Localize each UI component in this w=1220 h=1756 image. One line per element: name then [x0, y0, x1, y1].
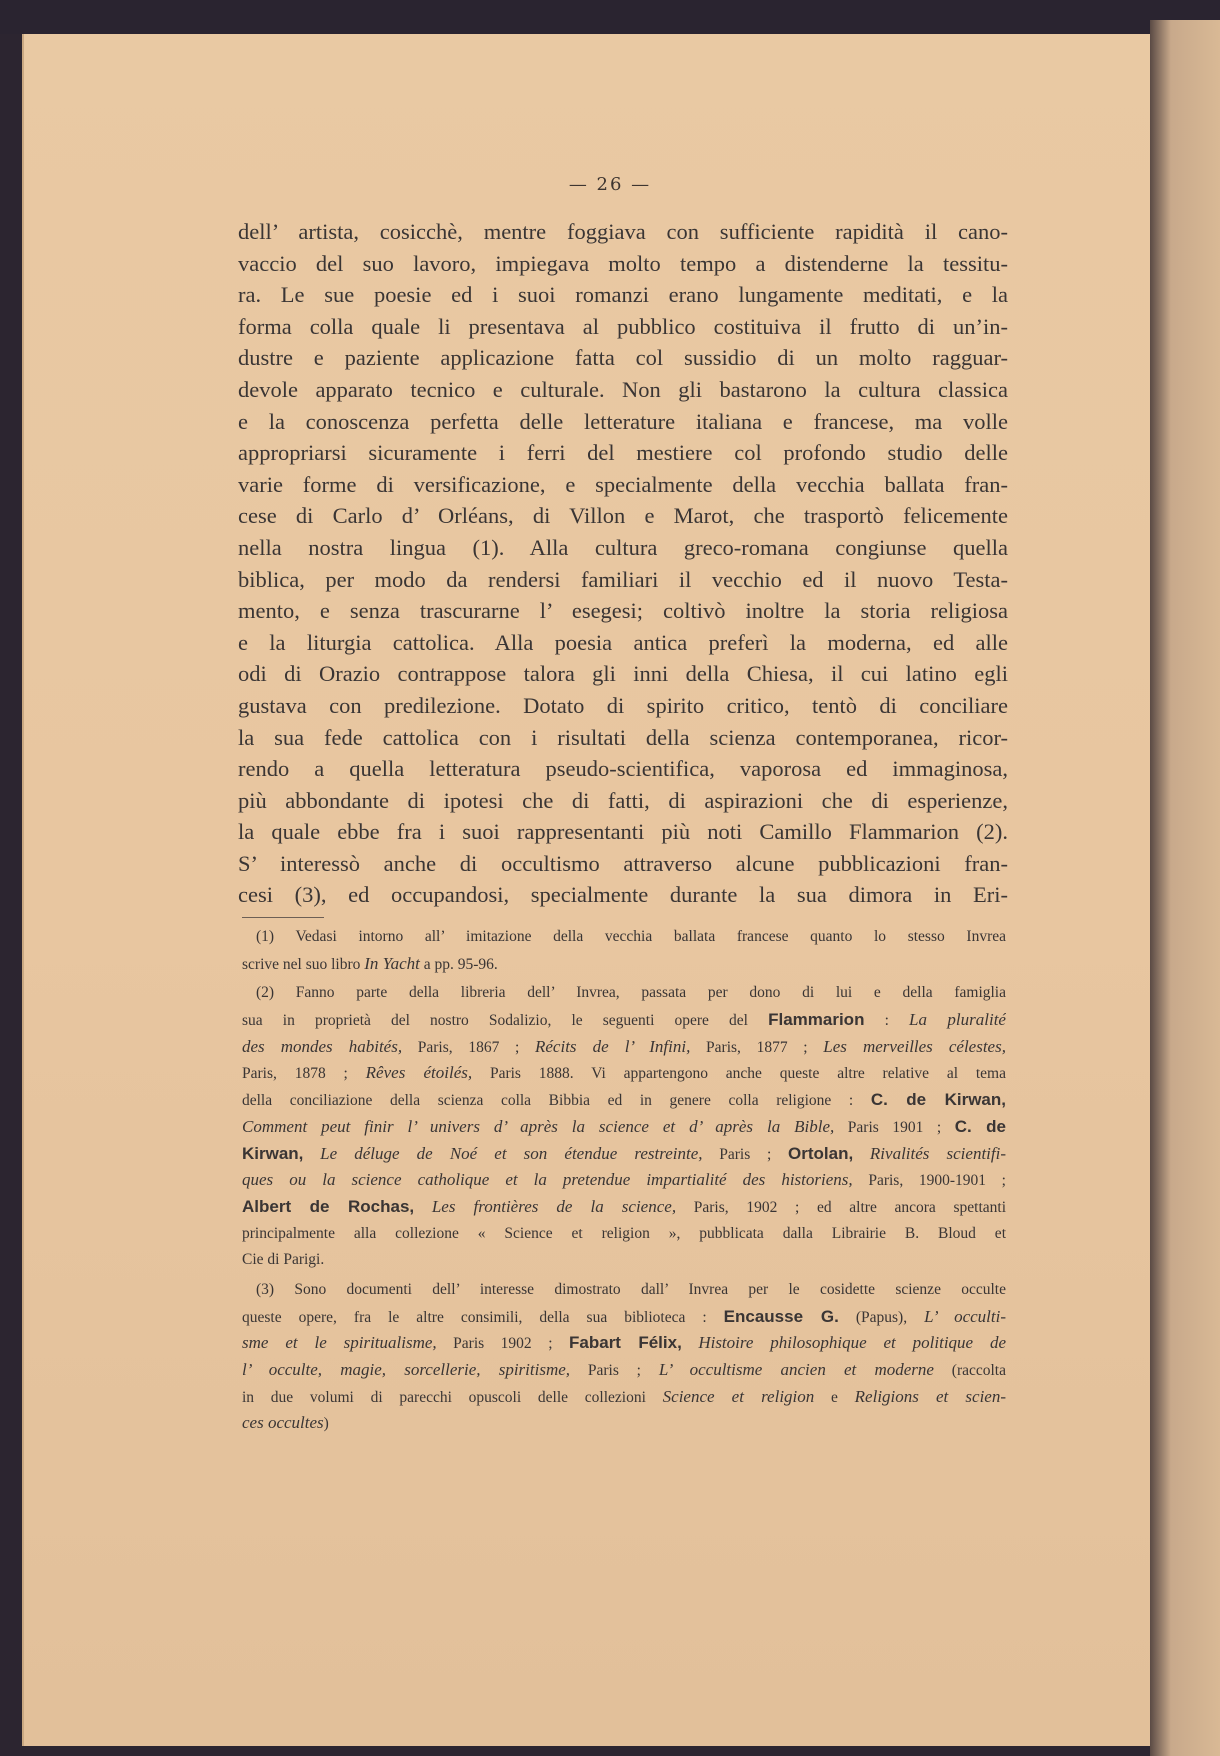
footnote-line	[242, 1114, 1006, 1141]
footnote-text: (3) Sono documenti dell’ interesse dimostrato dall’ Invrea per le cosidette scienze occulte	[256, 1280, 1006, 1298]
body-line: forma colla quale li presentava al pubblico costituiva il frutto di un’in-	[238, 313, 1008, 339]
footnote-text	[682, 1335, 699, 1352]
book-title: Récits de l’ Infini,	[535, 1036, 691, 1056]
author-name: Encausse G.	[723, 1306, 839, 1326]
footnote-1	[242, 924, 1006, 977]
footnote-text: Paris 1902 ;	[436, 1335, 570, 1353]
body-line: nella nostra lingua (1). Alla cultura greco-romana congiunse quella	[238, 534, 1008, 560]
body-line: S’ interessò anche di occultismo attraverso alcune pubblicazioni fran-	[238, 850, 1008, 876]
body-line: biblica, per modo da rendersi familiari il vecchio ed il nuovo Testa-	[238, 566, 1008, 592]
footnote-line	[242, 1167, 1006, 1194]
book-title: Rêves étoilés,	[365, 1063, 473, 1083]
author-name: C. de	[954, 1116, 1006, 1136]
body-line: varie forme di versificazione, e specialmente della vecchia ballata fran-	[238, 471, 1008, 497]
author-name: Kirwan,	[242, 1143, 304, 1163]
author-name: C. de Kirwan,	[870, 1090, 1006, 1110]
footnote-text: Paris, 1867 ;	[402, 1038, 535, 1056]
footnote-text: Cie di Parigi.	[242, 1251, 325, 1269]
footnote-line	[242, 924, 1006, 951]
footnote-text: Paris, 1877 ;	[690, 1038, 824, 1056]
book-title: des mondes habités,	[242, 1036, 403, 1056]
footnote-text: della conciliazione della scienza colla Bibbia ed in genere colla religione :	[242, 1092, 871, 1110]
footnote-line	[242, 1277, 1006, 1304]
scan-background-top	[0, 0, 1220, 34]
body-line: e la liturgia cattolica. Alla poesia antica preferì la moderna, ed alle	[238, 629, 1008, 655]
footnote-line	[242, 1304, 1006, 1331]
body-line: la quale ebbe fra i suoi rappresentanti più noti Camillo Flammarion (2).	[238, 819, 1008, 845]
page-number: — 26 —	[568, 174, 652, 195]
book-title: L’ occulti-	[924, 1306, 1006, 1326]
book-title: sme et le spiritualisme,	[242, 1333, 437, 1353]
footnotes	[242, 924, 1006, 1437]
footnote-line	[242, 1007, 1006, 1034]
footnote-text: Paris 1901 ;	[834, 1118, 955, 1136]
footnote-line	[242, 1221, 1006, 1248]
book-title: Rivalités scientifi-	[869, 1143, 1006, 1163]
body-line: rendo a quella letteratura pseudo-scientifica, vaporosa ed immaginosa,	[238, 756, 1008, 782]
footnote-text: e	[814, 1388, 855, 1406]
footnote-text: queste opere, fra le altre consimili, della sua biblioteca :	[242, 1308, 724, 1326]
book-title: l’ occulte, magie, sorcellerie, spiritisme,	[242, 1360, 571, 1379]
footnote-text: :	[864, 1012, 909, 1030]
author-name: Flammarion	[768, 1010, 865, 1030]
body-line: dell’ artista, cosicchè, mentre foggiava con sufficiente rapidità il cano-	[238, 219, 1008, 244]
footnote-text: (raccolta	[933, 1362, 1006, 1379]
footnote-line	[242, 980, 1006, 1007]
author-name: Ortolan,	[788, 1143, 854, 1163]
footnote-text: scrive nel suo libro	[242, 955, 365, 973]
body-line: ra. Le sue poesie ed i suoi romanzi erano lungamente meditati, e la	[238, 282, 1008, 308]
book-title: Religions et scien-	[854, 1386, 1006, 1406]
footnote-2	[242, 980, 1006, 1274]
footnote-line	[242, 1194, 1006, 1221]
body-line: gustava con predilezione. Dotato di spirito critico, tentò di conciliare	[238, 692, 1008, 718]
book-title: L’ occultisme ancien et moderne	[658, 1360, 934, 1379]
body-line: odi di Orazio contrappose talora gli inni della Chiesa, il cui latino egli	[238, 661, 1008, 687]
footnote-text: (Papus),	[838, 1308, 925, 1326]
footnote-3	[242, 1277, 1006, 1437]
footnote-text	[853, 1146, 870, 1163]
footnote-text: Paris, 1878 ;	[242, 1065, 366, 1083]
book-title: La pluralité	[908, 1010, 1006, 1030]
book-title: Le déluge de Noé et son étendue restreinte,	[320, 1143, 703, 1163]
footnote-text: Paris ;	[702, 1145, 789, 1163]
book-title: Comment peut finir l’ univers d’ après la science et d’ après la Bible,	[242, 1116, 835, 1136]
footnote-line	[242, 1087, 1006, 1114]
footnote-line	[242, 1060, 1006, 1087]
footnote-text: sua in proprietà del nostro Sodalizio, le seguenti opere del	[242, 1012, 769, 1030]
book-title: ques ou la science catholique et la pretendue impartialité des historiens,	[242, 1170, 853, 1190]
footnote-text: in due volumi di parecchi opuscoli delle collezioni	[242, 1388, 663, 1406]
footnote-text: a pp. 95-96.	[419, 955, 498, 973]
body-line: mento, e senza trascurarne l’ esegesi; coltivò inoltre la storia religiosa	[238, 598, 1008, 624]
footnote-text: Paris 1888. Vi appartengono anche queste altre relative al tema	[472, 1065, 1006, 1083]
body-line: vaccio del suo lavoro, impiegava molto tempo a distenderne la tessitu-	[238, 250, 1008, 276]
book-title: In Yacht	[364, 953, 420, 973]
body-line: cese di Carlo d’ Orléans, di Villon e Marot, che trasportò felicemente	[238, 503, 1008, 529]
body-line: cesi (3), ed occupandosi, specialmente durante la sua dimora in Eri-	[238, 882, 1008, 908]
body-line: la sua fede cattolica con i risultati della scienza contemporanea, ricor-	[238, 724, 1008, 750]
book-title: ces occultes	[242, 1413, 324, 1433]
next-page-edge	[1150, 20, 1220, 1756]
footnote-text: principalmente alla collezione « Science et religion », pubblicata dalla Librairie B. Bloud et	[242, 1224, 1006, 1242]
footnote-line	[242, 1034, 1006, 1061]
book-title: Science et religion	[662, 1386, 815, 1406]
footnote-text: Paris ;	[570, 1362, 659, 1379]
footnote-text: )	[323, 1415, 329, 1433]
footnote-line	[242, 1357, 1006, 1384]
body-text	[238, 216, 1008, 911]
footnote-text: (1) Vedasi intorno all’ imitazione della vecchia ballata francese quanto lo stesso Invrea	[256, 928, 1006, 945]
footnote-text: (2) Fanno parte della libreria dell’ Invrea, passata per dono di lui e della famiglia	[256, 984, 1006, 1002]
book-title: Les frontières de la science,	[431, 1196, 677, 1216]
footnote-text: Paris, 1902 ; ed altre ancora spettanti	[676, 1198, 1006, 1216]
footnote-line	[242, 1330, 1006, 1357]
book-title: Histoire philosophique et politique de	[698, 1333, 1006, 1353]
body-line: devole apparato tecnico e culturale. Non gli bastarono la cultura classica	[238, 376, 1008, 402]
body-line: e la conoscenza perfetta delle letterature italiana e francese, ma volle	[238, 408, 1008, 434]
footnote-text	[414, 1199, 432, 1216]
author-name: Albert de Rochas,	[242, 1196, 415, 1216]
footnote-rule	[242, 917, 324, 918]
footnote-line	[242, 1410, 1006, 1437]
author-name: Fabart Félix,	[569, 1333, 682, 1353]
body-line: dustre e paziente applicazione fatta col sussidio di un molto ragguar-	[238, 345, 1008, 371]
body-line: più abbondante di ipotesi che di fatti, di aspirazioni che di esperienze,	[238, 787, 1008, 813]
footnote-line	[242, 1141, 1006, 1168]
footnote-line	[242, 1384, 1006, 1411]
body-line: appropriarsi sicuramente i ferri del mestiere col profondo studio delle	[238, 440, 1008, 466]
footnote-line	[242, 1247, 1006, 1274]
book-title: Les merveilles célestes,	[823, 1036, 1006, 1056]
footnote-line	[242, 951, 1006, 978]
footnote-text: Paris, 1900-1901 ;	[852, 1172, 1006, 1190]
footnote-text	[303, 1146, 320, 1163]
